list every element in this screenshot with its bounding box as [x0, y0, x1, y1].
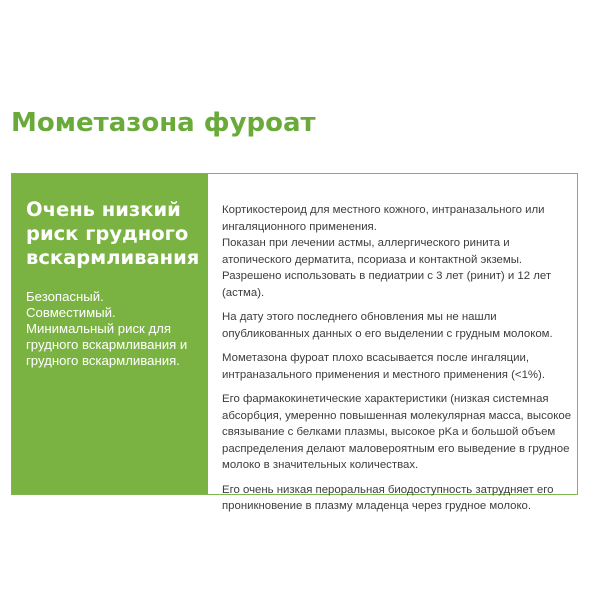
text-line: распределения делают маловероятным его выведение в грудное	[222, 442, 570, 455]
text-line: Его фармакокинетические характеристики (низкая системная	[222, 393, 549, 405]
text-line: Показан при лечении астмы, аллергического ринита и	[222, 237, 510, 249]
risk-summary	[26, 289, 200, 369]
text-line: молоко в значительных количествах.	[222, 459, 419, 471]
text-line: Разрешено использовать в педиатрии с 3 лет (ринит) и 12 лет	[222, 270, 552, 282]
risk-summary-line: грудного вскармливания.	[26, 353, 180, 368]
risk-summary-line: Совместимый.	[26, 305, 116, 320]
text-line: Кортикостероид для местного кожного, интраназального или	[222, 204, 545, 216]
description-panel	[222, 174, 570, 523]
description-paragraph	[222, 202, 570, 301]
text-line: Его очень низкая пероральная биодоступность затрудняет его	[222, 483, 554, 496]
risk-summary-line: Минимальный риск для	[26, 321, 172, 336]
text-line: (астма).	[222, 286, 265, 299]
text-line: абсорбция, умеренно повышенная молекулярная масса, высокое	[222, 409, 572, 422]
risk-level-panel	[12, 174, 208, 494]
description-paragraph	[222, 482, 570, 515]
text-line: атопического дерматита, псориаза и контактной экземы.	[222, 253, 523, 266]
description-paragraph	[222, 350, 570, 383]
text-line: связывание с белками плазмы, высокое pKa и большой объем	[222, 426, 556, 438]
risk-heading-line: риск грудного	[26, 222, 189, 245]
text-line: интраназального применения и местного применения (<1%).	[222, 368, 545, 381]
risk-heading-line: вскармливания	[26, 246, 200, 269]
risk-card	[11, 173, 578, 512]
risk-heading-line: Очень низкий	[26, 198, 181, 221]
text-line: опубликованных данных о его выделении с грудным молоком.	[222, 327, 553, 340]
page-title: Мометазона фуроат	[11, 108, 316, 138]
risk-summary-line: Безопасный.	[26, 289, 104, 304]
description-paragraph	[222, 309, 570, 342]
text-line: проникновение в плазму младенца через грудное молоко.	[222, 500, 532, 512]
description-paragraph	[222, 391, 570, 474]
risk-level-heading	[26, 198, 200, 270]
text-line: Мометазона фуроат плохо всасывается после ингаляции,	[222, 352, 530, 364]
risk-summary-line: грудного вскармливания и	[26, 337, 188, 352]
text-line: На дату этого последнего обновления мы не нашли	[222, 311, 497, 323]
text-line: ингаляционного применения.	[222, 220, 377, 233]
